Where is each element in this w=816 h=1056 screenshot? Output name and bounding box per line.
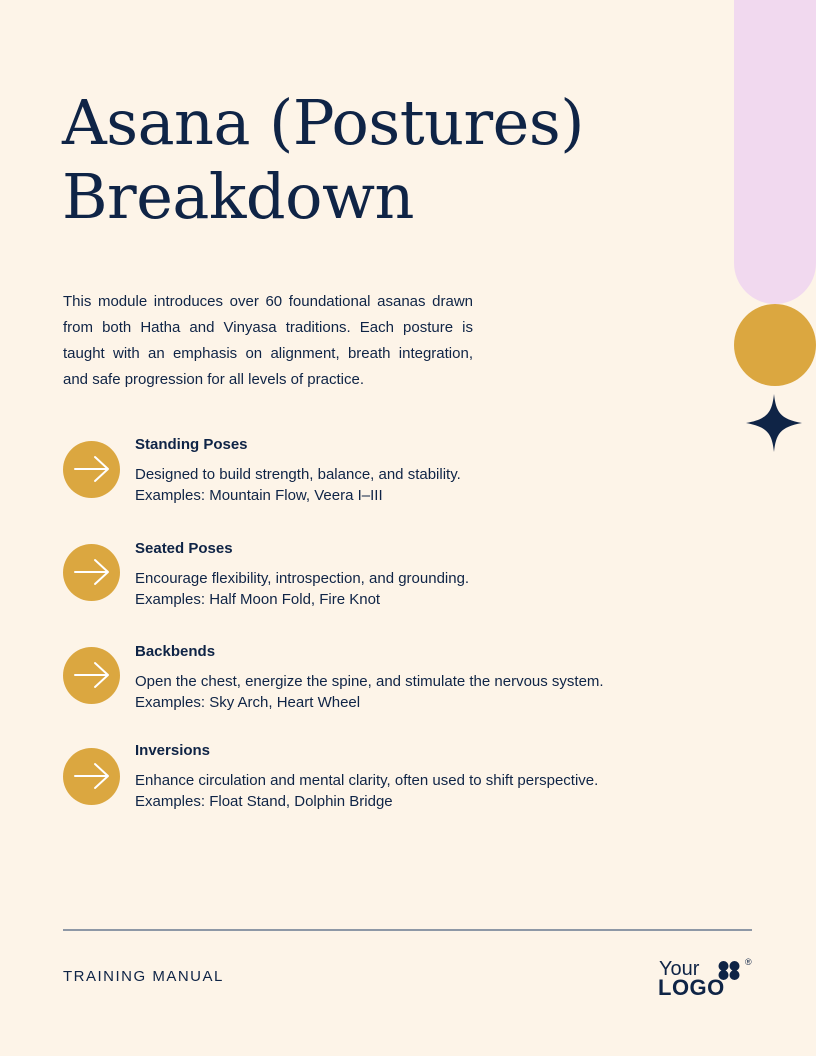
intro-paragraph: This module introduces over 60 foundational asanas drawn from both Hatha and Vinyasa traditions. Each posture is taught with an emphasis on alignment, breath integration, and safe progression for all levels of practice. bbox=[63, 293, 473, 388]
page-title bbox=[62, 86, 682, 234]
section-description: Encourage flexibility, introspection, and grounding. bbox=[135, 570, 470, 587]
section-examples: Examples: Float Stand, Dolphin Bridge bbox=[135, 793, 393, 810]
logo-registered-mark: ® bbox=[745, 957, 752, 967]
section-examples: Examples: Sky Arch, Heart Wheel bbox=[135, 694, 361, 711]
arrow-right-icon bbox=[63, 544, 120, 601]
arrow-right-icon bbox=[63, 441, 120, 498]
section-description: Designed to build strength, balance, and stability. bbox=[135, 466, 461, 483]
gold-circle-decoration bbox=[734, 304, 816, 386]
page-title-line1: Asana (Postures) bbox=[62, 86, 584, 159]
section-title: Inversions bbox=[135, 742, 211, 759]
footer-divider bbox=[63, 929, 752, 931]
section-title: Seated Poses bbox=[135, 540, 233, 557]
logo bbox=[658, 956, 758, 1002]
lavender-pill-decoration bbox=[734, 0, 816, 304]
section-title: Backbends bbox=[135, 643, 216, 660]
section-examples: Examples: Half Moon Fold, Fire Knot bbox=[135, 591, 381, 608]
logo-text-top: Your bbox=[659, 958, 700, 980]
page-title-line2: Breakdown bbox=[62, 160, 414, 233]
four-point-star-icon bbox=[746, 394, 802, 452]
section-title: Standing Poses bbox=[135, 436, 248, 453]
section-description: Enhance circulation and mental clarity, often used to shift perspective. bbox=[135, 772, 599, 789]
footer-label: TRAINING MANUAL bbox=[63, 968, 224, 985]
arrow-right-icon bbox=[63, 647, 120, 704]
section-examples: Examples: Mountain Flow, Veera I–III bbox=[135, 487, 383, 504]
section-description: Open the chest, energize the spine, and stimulate the nervous system. bbox=[135, 673, 604, 690]
arrow-right-icon bbox=[63, 748, 120, 805]
logo-text-bottom: LOGO bbox=[658, 975, 725, 1000]
